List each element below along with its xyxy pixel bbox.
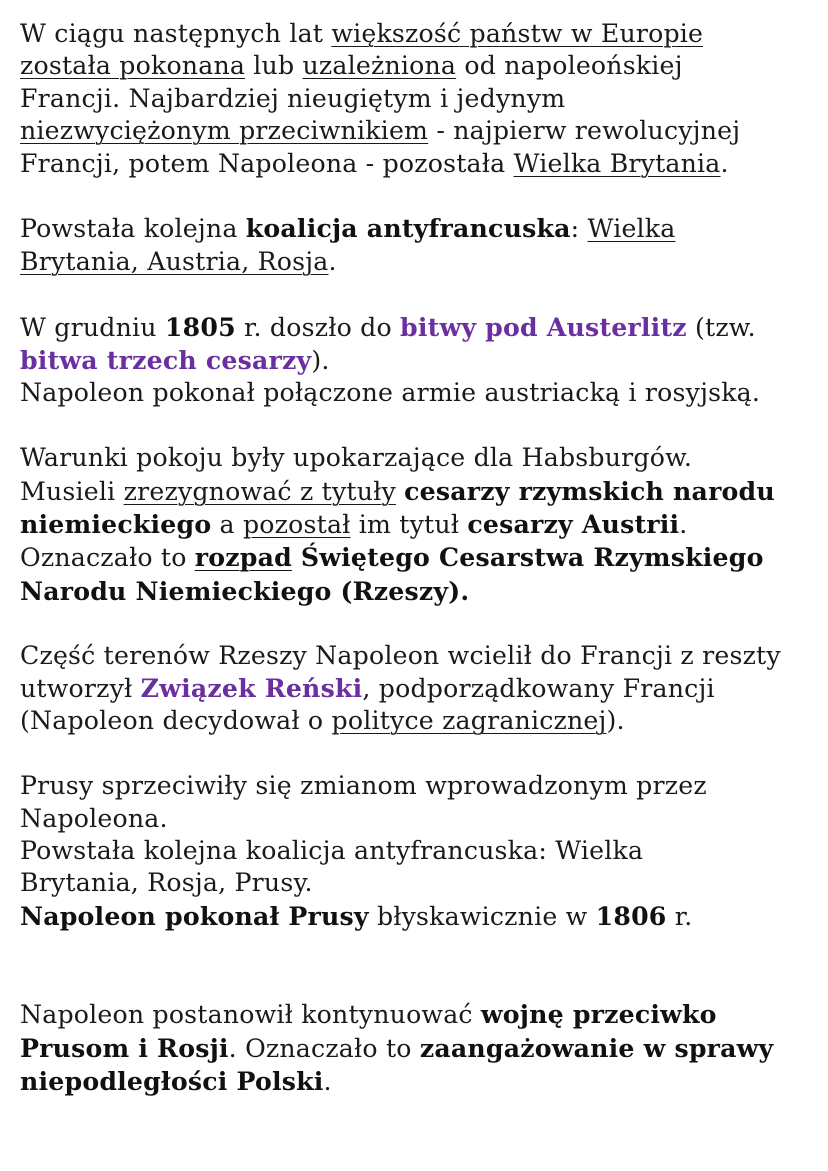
text-run: a (211, 510, 243, 540)
underlined-text: Wielka (587, 214, 676, 244)
paragraph-rhine-confederation (20, 640, 820, 738)
underlined-text: pozostał (242, 510, 351, 540)
bold-text: Prusom i Rosji (20, 1032, 229, 1063)
text-line: Część terenów Rzeszy Napoleon wcielił do Francji z reszty (20, 640, 781, 670)
paragraph-gap (20, 607, 820, 639)
text-line (20, 18, 820, 50)
bold-text: niemieckiego (20, 509, 212, 540)
text-run: ). (606, 706, 625, 736)
text-run: . (679, 510, 688, 540)
paragraph-gap (20, 738, 820, 770)
text-line (20, 115, 820, 147)
purple-highlight: Związek Reński (140, 673, 363, 704)
text-line (20, 311, 820, 344)
text-line (20, 672, 820, 705)
document-page (20, 18, 820, 1098)
paragraph-gap (20, 933, 820, 998)
bold-underlined-text: rozpad (194, 542, 292, 573)
underlined-text: polityce zagranicznej (331, 706, 607, 736)
text-line (20, 212, 820, 245)
paragraph-gap (20, 180, 820, 212)
bold-text: Napoleon pokonał Prusy (20, 900, 369, 931)
text-line (20, 1032, 820, 1065)
purple-highlight: bitwy pod Austerlitz (400, 311, 687, 342)
text-run: Oznaczało to (20, 543, 195, 573)
text-run: . (328, 246, 337, 276)
text-line (20, 344, 820, 377)
text-run: . (720, 148, 729, 178)
text-line: Francji. Najbardziej nieugiętym i jedynym (20, 83, 566, 113)
text-line: Prusy sprzeciwiły się zmianom wprowadzonym przez (20, 771, 707, 801)
paragraph-poland (20, 998, 820, 1098)
text-run: Powstała kolejna (20, 214, 246, 244)
text-line: Napoleon pokonał połączone armie austriacką i rosyjską. (20, 378, 761, 408)
text-run: . (323, 1066, 332, 1096)
text-line: Warunki pokoju były upokarzające dla Habsburgów. (20, 443, 693, 473)
text-run: W ciągu następnych lat (20, 19, 332, 48)
paragraph-gap (20, 410, 820, 442)
text-line (20, 50, 820, 82)
bold-year: 1806 (595, 900, 667, 931)
text-line (20, 900, 820, 933)
paragraph-coalition (20, 212, 820, 278)
text-run (396, 477, 404, 506)
text-line (20, 541, 820, 574)
text-line: Brytania, Rosja, Prusy. (20, 868, 313, 898)
underlined-text: zrezygnować z tytuły (123, 476, 396, 506)
text-run: Francji, potem Napoleona - pozostała (20, 148, 514, 178)
text-run: W grudniu (20, 312, 165, 342)
bold-text: wojnę przeciwko (480, 999, 717, 1030)
text-run: im tytuł (350, 510, 468, 540)
underlined-text: uzależniona (302, 51, 457, 81)
text-run: od napoleońskiej (456, 51, 683, 81)
bold-year: 1805 (164, 311, 236, 342)
text-line (20, 508, 820, 541)
underlined-text: Wielka Brytania (513, 148, 721, 178)
bold-text: cesarzy rzymskich narodu (404, 475, 775, 506)
text-run: Musieli (20, 476, 124, 506)
underlined-text: Brytania, Austria, Rosja (20, 246, 329, 276)
bold-text: niepodległości Polski (20, 1065, 324, 1096)
underlined-text: została pokonana (20, 51, 246, 81)
text-run: ). (311, 346, 330, 376)
bold-text-line: Narodu Niemieckiego (Rzeszy). (20, 575, 470, 606)
text-run: Napoleon postanowił kontynuować (20, 1000, 481, 1030)
text-line: Powstała kolejna koalicja antyfrancuska: Wielka (20, 836, 644, 866)
bold-text: Świętego Cesarstwa Rzymskiego (291, 542, 764, 573)
text-run: lub (245, 51, 303, 81)
bold-text: koalicja antyfrancuska (245, 213, 571, 244)
text-run: (tzw. (686, 312, 756, 342)
bold-text: cesarzy Austrii (467, 509, 680, 540)
paragraph-prussia (20, 770, 820, 933)
text-run: - najpierw rewolucyjnej (428, 116, 741, 146)
text-run: r. doszło do (235, 312, 401, 342)
text-line (20, 705, 820, 737)
text-run: . Oznaczało to (228, 1033, 420, 1063)
text-run: , podporządkowany Francji (362, 674, 715, 704)
paragraph-europe-conquest (20, 18, 820, 180)
text-run: (Napoleon decydował o (20, 706, 332, 736)
text-line (20, 998, 820, 1031)
paragraph-austerlitz (20, 311, 820, 410)
text-run: błyskawicznie w (368, 901, 596, 931)
text-line: Napoleona. (20, 803, 168, 833)
text-line (20, 1065, 820, 1098)
text-line (20, 148, 820, 180)
text-run: utworzył (20, 674, 141, 704)
bold-text: zaangażowanie w sprawy (419, 1032, 774, 1063)
text-run: : (570, 214, 588, 244)
paragraph-peace-terms (20, 442, 820, 607)
underlined-text: większość państw w Europie (331, 19, 704, 48)
text-line (20, 475, 820, 508)
purple-highlight: bitwa trzech cesarzy (20, 345, 312, 376)
paragraph-gap (20, 278, 820, 310)
text-run: r. (666, 901, 693, 931)
text-line (20, 246, 820, 278)
underlined-text: niezwyciężonym przeciwnikiem (20, 116, 429, 146)
